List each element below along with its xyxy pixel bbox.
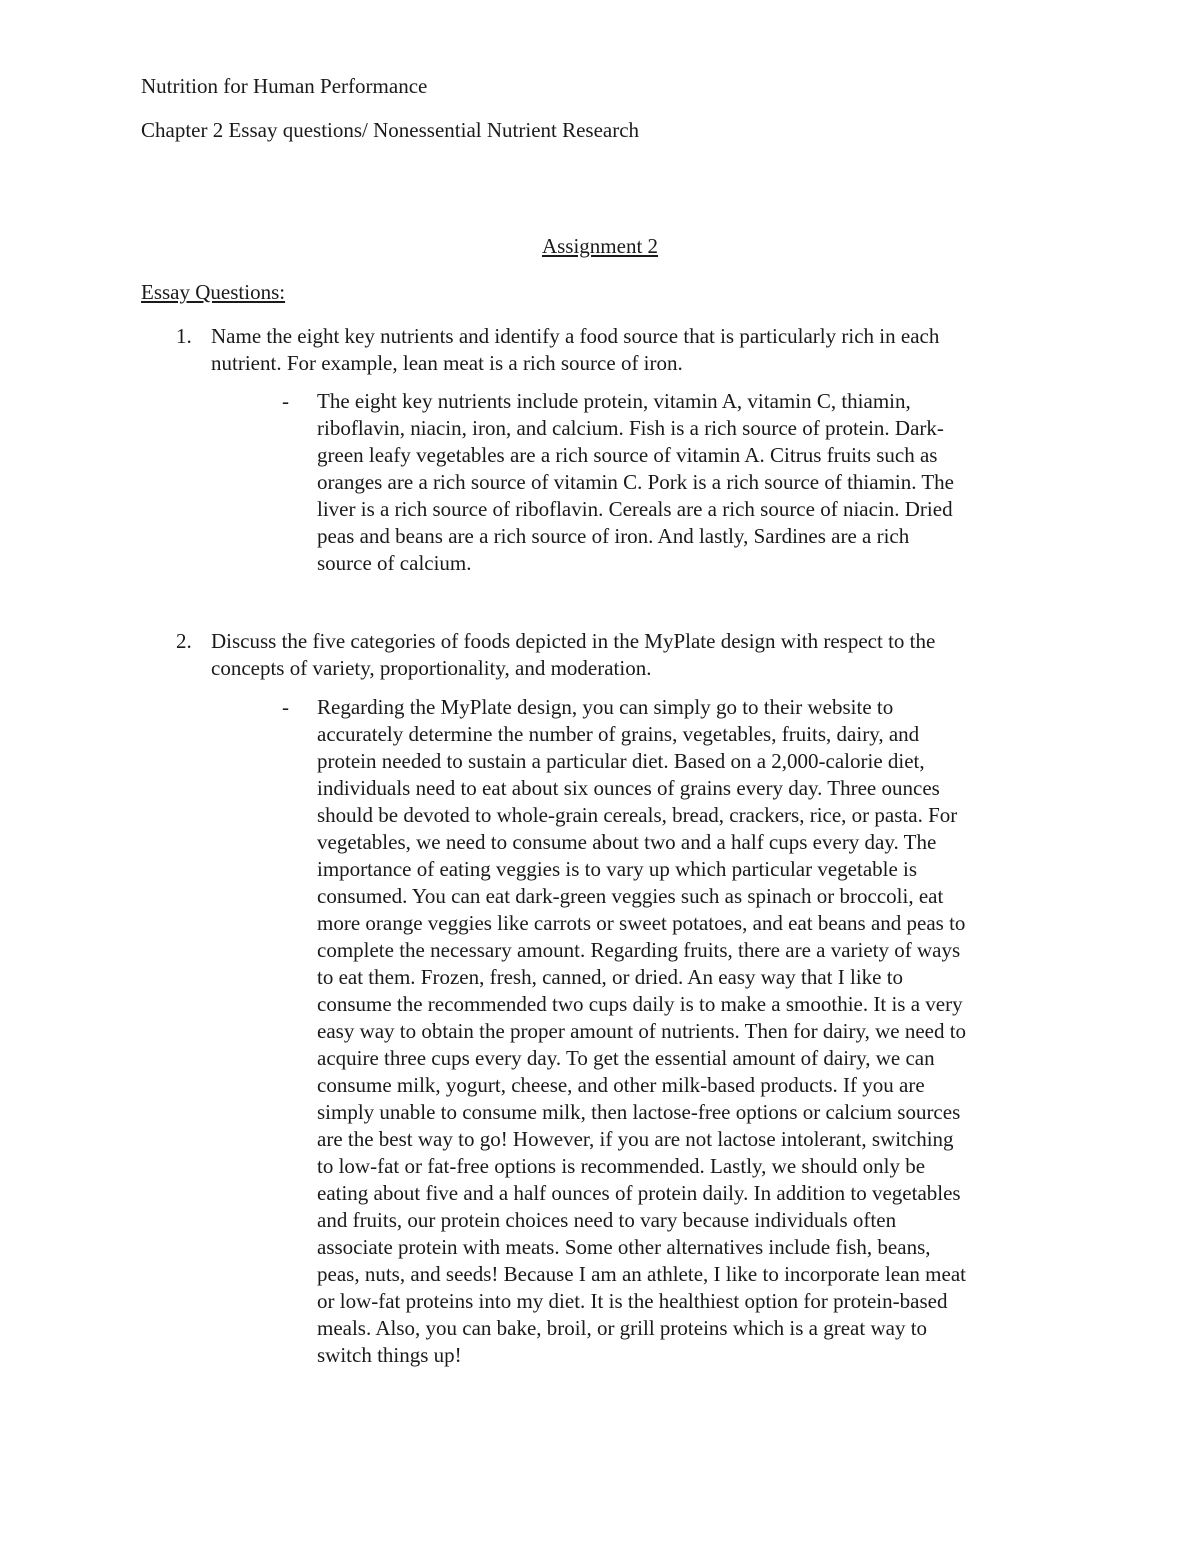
course-title: Nutrition for Human Performance bbox=[141, 74, 428, 98]
answer-line: to eat them. Frozen, fresh, canned, or dried. An easy way that I like to bbox=[317, 965, 904, 989]
question-line: concepts of variety, proportionality, and moderation. bbox=[211, 656, 652, 680]
answer-text bbox=[317, 694, 1057, 1369]
assignment-title: Assignment 2 bbox=[541, 234, 659, 258]
answer-line: complete the necessary amount. Regarding fruits, there are a variety of ways bbox=[317, 938, 961, 962]
question-number: 2. bbox=[176, 629, 192, 653]
question-text bbox=[211, 323, 1051, 377]
answer-line: consume milk, yogurt, cheese, and other milk-based products. If you are bbox=[317, 1073, 925, 1097]
answer-line: easy way to obtain the proper amount of nutrients. Then for dairy, we need to bbox=[317, 1019, 967, 1043]
answer-line: individuals need to eat about six ounces of grains every day. Three ounces bbox=[317, 776, 940, 800]
question-line: Discuss the five categories of foods depicted in the MyPlate design with respect to the bbox=[211, 629, 936, 653]
answer-line: and fruits, our protein choices need to vary because individuals often bbox=[317, 1208, 897, 1232]
answer-line: protein needed to sustain a particular diet. Based on a 2,000-calorie diet, bbox=[317, 749, 925, 773]
answer-line: riboflavin, niacin, iron, and calcium. Fish is a rich source of protein. Dark- bbox=[317, 416, 944, 440]
question-number: 1. bbox=[176, 324, 192, 348]
answer-line: accurately determine the number of grains, vegetables, fruits, dairy, and bbox=[317, 722, 920, 746]
answer-line: Regarding the MyPlate design, you can simply go to their website to bbox=[317, 695, 894, 719]
question-line: Name the eight key nutrients and identify a food source that is particularly rich in each bbox=[211, 324, 940, 348]
answer-line: more orange veggies like carrots or sweet potatoes, and eat beans and peas to bbox=[317, 911, 966, 935]
answer-line: peas and beans are a rich source of iron. And lastly, Sardines are a rich bbox=[317, 524, 910, 548]
question-text bbox=[211, 628, 1051, 682]
chapter-title: Chapter 2 Essay questions/ Nonessential Nutrient Research bbox=[141, 118, 640, 142]
answer-line: consumed. You can eat dark-green veggies such as spinach or broccoli, eat bbox=[317, 884, 944, 908]
answer-line: are the best way to go! However, if you are not lactose intolerant, switching bbox=[317, 1127, 954, 1151]
answer-line: acquire three cups every day. To get the essential amount of dairy, we can bbox=[317, 1046, 935, 1070]
answer-line: should be devoted to whole-grain cereals, bread, crackers, rice, or pasta. For bbox=[317, 803, 958, 827]
answer-line: associate protein with meats. Some other alternatives include fish, beans, bbox=[317, 1235, 931, 1259]
question-line: nutrient. For example, lean meat is a rich source of iron. bbox=[211, 351, 683, 375]
answer-line: or low-fat proteins into my diet. It is the healthiest option for protein-based bbox=[317, 1289, 948, 1313]
answer-line: meals. Also, you can bake, broil, or grill proteins which is a great way to bbox=[317, 1316, 928, 1340]
answer-line: consume the recommended two cups daily is to make a smoothie. It is a very bbox=[317, 992, 963, 1016]
answer-line: peas, nuts, and seeds! Because I am an athlete, I like to incorporate lean meat bbox=[317, 1262, 966, 1286]
answer-line: The eight key nutrients include protein, vitamin A, vitamin C, thiamin, bbox=[317, 389, 911, 413]
answer-line: oranges are a rich source of vitamin C. Pork is a rich source of thiamin. The bbox=[317, 470, 955, 494]
answer-bullet: - bbox=[282, 695, 289, 719]
answer-line: switch things up! bbox=[317, 1343, 462, 1367]
answer-line: importance of eating veggies is to vary up which particular vegetable is bbox=[317, 857, 918, 881]
answer-line: liver is a rich source of riboflavin. Cereals are a rich source of niacin. Dried bbox=[317, 497, 953, 521]
answer-line: source of calcium. bbox=[317, 551, 472, 575]
answer-line: to low-fat or fat-free options is recommended. Lastly, we should only be bbox=[317, 1154, 926, 1178]
answer-line: simply unable to consume milk, then lactose-free options or calcium sources bbox=[317, 1100, 961, 1124]
answer-text bbox=[317, 388, 1057, 577]
answer-line: eating about five and a half ounces of protein daily. In addition to vegetables bbox=[317, 1181, 961, 1205]
answer-line: vegetables, we need to consume about two and a half cups every day. The bbox=[317, 830, 937, 854]
section-heading: Essay Questions: bbox=[141, 280, 286, 304]
answer-bullet: - bbox=[282, 389, 289, 413]
answer-line: green leafy vegetables are a rich source of vitamin A. Citrus fruits such as bbox=[317, 443, 938, 467]
